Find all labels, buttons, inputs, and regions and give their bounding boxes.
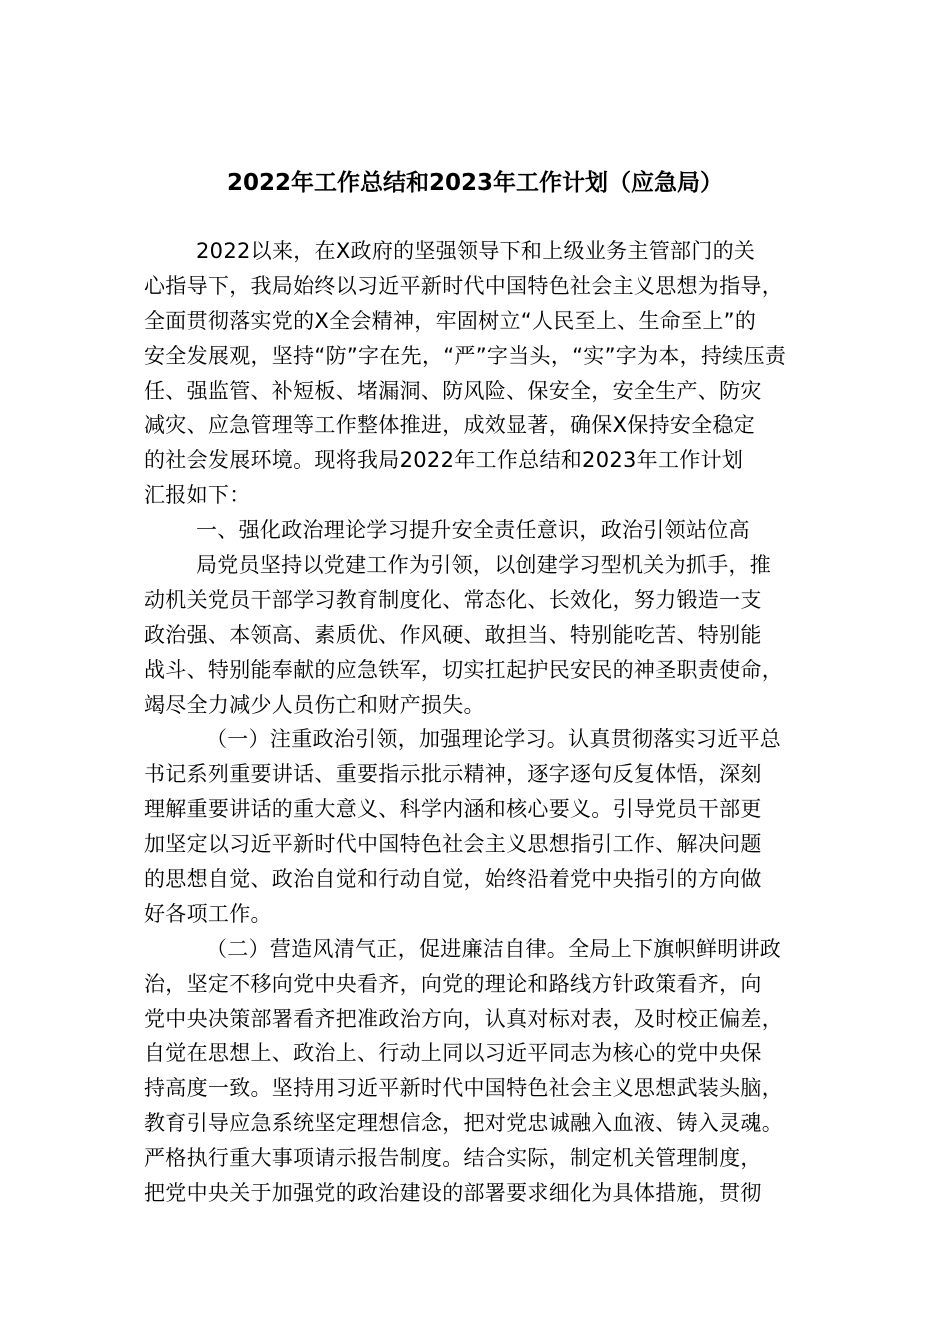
paragraph-line: 好各项工作。 [144, 901, 272, 926]
document-body [144, 234, 844, 1211]
paragraph-line: 竭尽全力减少人员伤亡和财产损失。 [144, 692, 485, 717]
document-title: 2022年工作总结和2023年工作计划（应急局） [226, 170, 724, 196]
paragraph-line: 书记系列重要讲话、重要指示批示精神，逐字逐句反复体悟，深刻 [144, 762, 762, 787]
paragraph-line: 持高度一致。坚持用习近平新时代中国特色社会主义思想武装头脑， [144, 1076, 783, 1101]
paragraph-line: 安全发展观，坚持“防”字在先，“严”字当头，“实”字为本，持续压责 [144, 343, 787, 368]
paragraph-line: 任、强监管、补短板、堵漏洞、防风险、保安全，安全生产、防灾 [144, 378, 762, 403]
paragraph-line: 的思想自觉、政治自觉和行动自觉，始终沿着党中央指引的方向做 [144, 867, 762, 892]
paragraph-line: 的社会发展环境。现将我局2022年工作总结和2023年工作计划 [144, 448, 744, 473]
paragraph-line: 教育引导应急系统坚定理想信念，把对党忠诚融入血液、铸入灵魂。 [144, 1111, 783, 1136]
paragraph-line: 加坚定以习近平新时代中国特色社会主义思想指引工作、解决问题 [144, 832, 762, 857]
paragraph-line: 全面贯彻落实党的X全会精神，牢固树立“人民至上、生命至上”的 [144, 308, 757, 333]
section-heading: 一、强化政治理论学习提升安全责任意识，政治引领站位高 [196, 518, 750, 543]
paragraph-line: 战斗、特别能奉献的应急铁军，切实扛起护民安民的神圣职责使命， [144, 657, 783, 682]
paragraph-line: 党中央决策部署看齐把准政治方向，认真对标对表，及时校正偏差， [144, 1006, 783, 1031]
paragraph-line: 减灾、应急管理等工作整体推进，成效显著，确保X保持安全稳定 [144, 413, 756, 438]
paragraph-line: 心指导下，我局始终以习近平新时代中国特色社会主义思想为指导， [144, 273, 783, 298]
paragraph-line: 局党员坚持以党建工作为引领，以创建学习型机关为抓手，推 [196, 553, 772, 578]
paragraph-line: 2022以来，在X政府的坚强领导下和上级业务主管部门的关 [196, 239, 756, 263]
paragraph-line: 自觉在思想上、政治上、行动上同以习近平同志为核心的党中央保 [144, 1041, 762, 1066]
paragraph-line: 动机关党员干部学习教育制度化、常态化、长效化，努力锻造一支 [144, 587, 762, 612]
paragraph-line: （一）注重政治引领，加强理论学习。认真贯彻落实习近平总 [206, 727, 782, 752]
paragraph-line: 政治强、本领高、素质优、作风硬、敢担当、特别能吃苦、特别能 [144, 622, 762, 647]
paragraph-line: （二）营造风清气正，促进廉洁自律。全局上下旗帜鲜明讲政 [206, 936, 782, 961]
paragraph-line: 汇报如下： [144, 483, 251, 508]
paragraph-line: 严格执行重大事项请示报告制度。结合实际，制定机关管理制度， [144, 1146, 762, 1171]
paragraph-line: 治，坚定不移向党中央看齐，向党的理论和路线方针政策看齐，向 [144, 971, 762, 996]
paragraph-line: 理解重要讲话的重大意义、科学内涵和核心要义。引导党员干部更 [144, 797, 762, 822]
paragraph-line: 把党中央关于加强党的政治建设的部署要求细化为具体措施，贯彻 [144, 1181, 762, 1206]
